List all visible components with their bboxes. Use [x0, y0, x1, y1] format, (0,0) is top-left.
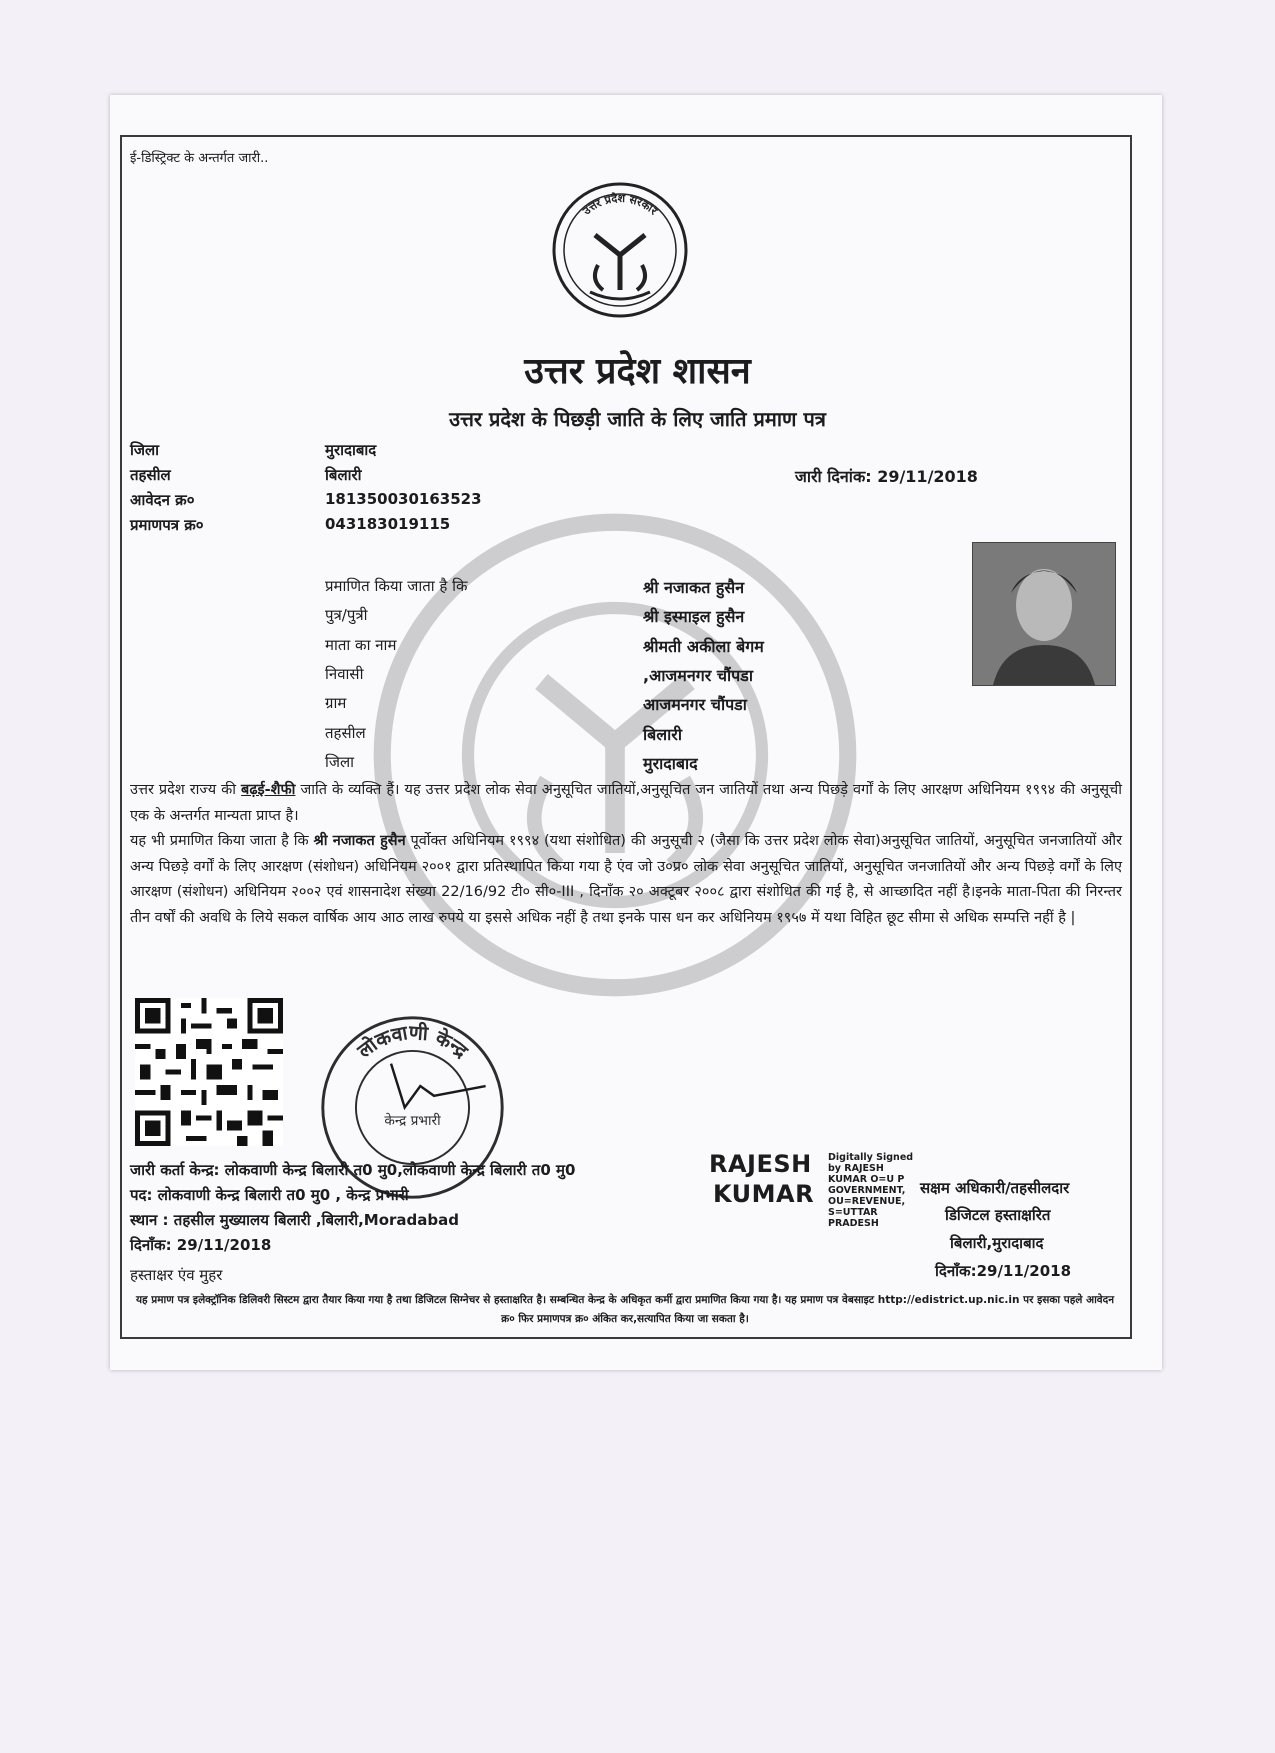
body-text: पूर्वोक्त अधिनियम १९९४ (यथा संशोधित) की अनुसूची २ (जैसा कि उत्तर प्रदेश लोक सेवा)अनुसूचित जातियों, अनुसूचित जनजातियों और अन्य पिछड़े वर्गों के लिए आरक्षण (संशोधन) अधिनियम २००१ द्वारा प्रतिस्थापित किया गया है एंव जो उ०प्र० लोक सेवा अनुसूचित जातियों, अनुसूचित जनजातियों और अन्य पिछड़े वर्गों के लिए आरक्षण (संशोधन) अधिनियम २००२ एवं शासनादेश संख्या 22/16/92 टी० सी०-III , दिनाँक २० अक्टूबर २००८ द्वारा संशोधित की गई है, से आच्छादित नहीं है।इनके माता-पिता की निरन्तर तीन वर्षों की अवधि के लिये सकल वार्षिक आय आठ लाख रुपये या इससे अधिक नहीं है तथा इनके पास धन कर अधिनियम १९५७ में यथा विहित छूट सीमा से अधिक सम्पत्ति नहीं है | [130, 833, 1122, 926]
meta-value: 181350030163523 [325, 490, 482, 508]
meta-value: 043183019115 [325, 515, 451, 533]
certificate-body [130, 778, 1122, 931]
field-value: श्री इस्माइल हुसैन [643, 607, 745, 626]
field-label: तहसील [325, 724, 366, 742]
issuer-date: दिनाँक: 29/11/2018 [130, 1236, 272, 1254]
applicant-name: श्री नजाकत हुसैन [313, 833, 406, 849]
applicant-photo [972, 542, 1116, 686]
body-text: उत्तर प्रदेश राज्य की [130, 782, 242, 798]
field-label: पुत्र/पुत्री [325, 606, 368, 624]
footer-verification-note: यह प्रमाण पत्र इलेक्ट्रॉनिक डिलिवरी सिस्टम द्वारा तैयार किया गया है तथा डिजिटल सिग्नेचर से हस्ताक्षरित है। सम्बन्धित केन्द्र के अधिकृत कर्मी द्वारा प्रमाणित किया गया है। यह प्रमाण पत्र वेबसाइट http://edistrict.up.nic.in पर इसका पहले आवेदन क्र० फिर प्रमाणपत्र क्र० अंकित कर,सत्यापित किया जा सकता है। [135, 1294, 1115, 1325]
field-label: जिला [325, 753, 355, 771]
digital-signature-details: Digitally Signed by RAJESH KUMAR O=U P GOVERNMENT, OU=REVENUE, S=UTTAR PRADESH [828, 1152, 914, 1229]
body-paragraph-caste [130, 778, 1122, 829]
meta-label: जिला [130, 441, 160, 459]
body-text: जाति के व्यक्ति हैं। यह उत्तर प्रदेश लोक सेवा अनुसूचित जातियों,अनुसूचित जन जातियों तथा अन्य पिछड़े वर्गों के लिए आरक्षण अधिनियम १९९४ की अनुसूची एक के अन्तर्गत मान्यता प्राप्त है। [130, 782, 1122, 824]
signer-name-line1: RAJESH [709, 1150, 812, 1178]
certificate-title: उत्तर प्रदेश के पिछड़ी जाति के लिए जाति प्रमाण पत्र [449, 407, 826, 431]
field-value: श्री नजाकत हुसैन [643, 578, 745, 597]
caste-name: बढ़ई-शैफी [241, 782, 296, 798]
authority-location: बिलारी,मुरादाबाद [950, 1234, 1044, 1252]
emblem-text: उत्तर प्रदेश सरकार [580, 191, 660, 218]
field-label: ग्राम [325, 694, 347, 712]
body-text: यह भी प्रमाणित किया जाता है कि [130, 833, 314, 849]
issuer-post: पद: लोकवाणी केन्द्र बिलारी त0 मु0 , केन्द्र प्रभारी [130, 1186, 409, 1204]
up-government-emblem-icon [550, 180, 690, 320]
meta-value: बिलारी [325, 466, 362, 484]
qr-code-icon[interactable] [135, 998, 283, 1146]
meta-label: आवेदन क्र० [130, 491, 195, 509]
field-value: बिलारी [643, 725, 682, 744]
field-value: मुरादाबाद [643, 754, 698, 773]
signer-name-line2: KUMAR [713, 1180, 815, 1208]
meta-label: प्रमाणपत्र क्र० [130, 516, 204, 534]
field-value: आजमनगर चौंपडा [643, 695, 747, 714]
meta-label: तहसील [130, 466, 171, 484]
issued-under-note: ई-डिस्ट्रिक्ट के अन्तर्गत जारी.. [130, 151, 269, 166]
svg-text:उत्तर प्रदेश सरकार [580, 191, 661, 218]
meta-value: मुरादाबाद [325, 441, 377, 459]
stamp-ring-text: लोकवाणी केन्द्र [353, 1020, 473, 1063]
field-label: निवासी [325, 665, 364, 683]
issue-date: जारी दिनांक: 29/11/2018 [795, 467, 978, 486]
issue-place: स्थान : तहसील मुख्यालय बिलारी ,बिलारी,Moradabad [130, 1211, 460, 1229]
stamp-center-text: केन्द्र प्रभारी [384, 1113, 441, 1130]
body-paragraph-eligibility [130, 829, 1122, 931]
field-value: ,आजमनगर चौंपडा [643, 666, 753, 685]
person-photo-icon [973, 543, 1115, 685]
field-label: प्रमाणित किया जाता है कि [325, 577, 468, 595]
authority-date: दिनाँक:29/11/2018 [935, 1262, 1072, 1280]
authority-designation: सक्षम अधिकारी/तहसीलदार [920, 1179, 1070, 1197]
authority-digital-sign: डिजिटल हस्ताक्षरित [945, 1206, 1051, 1224]
government-title: उत्तर प्रदेश शासन [524, 351, 751, 392]
field-label: माता का नाम [325, 636, 397, 654]
issuing-center: जारी कर्ता केन्द्र: लोकवाणी केन्द्र बिलारी त0 मु0,लोकवाणी केन्द्र बिलारी त0 मु0 [130, 1161, 576, 1179]
field-value: श्रीमती अकीला बेगम [643, 637, 764, 656]
sign-and-seal-label: हस्ताक्षर एंव मुहर [130, 1266, 223, 1284]
